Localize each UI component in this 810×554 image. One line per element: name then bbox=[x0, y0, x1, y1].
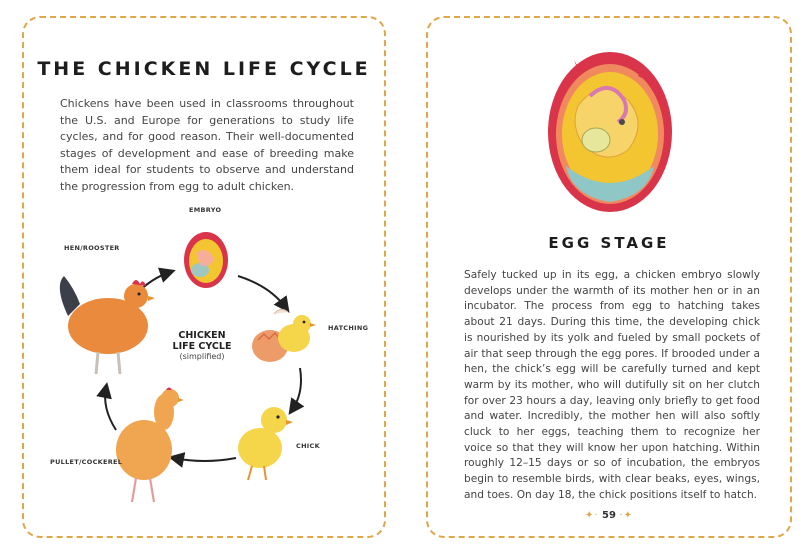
left-page bbox=[22, 16, 386, 538]
right-page bbox=[426, 16, 792, 538]
arrow-pullet-to-hen bbox=[105, 388, 116, 430]
arrow-chick-to-pullet bbox=[174, 458, 236, 461]
page-number bbox=[428, 510, 790, 521]
page-number-ornament-left: ✦· bbox=[584, 510, 599, 521]
label-pullet-cockerel: PULLET/COCKEREL bbox=[50, 458, 123, 466]
center-title-line2: LIFE CYCLE bbox=[172, 341, 232, 352]
label-chick: CHICK bbox=[296, 442, 320, 450]
page-number-ornament-right: ·✦ bbox=[619, 510, 633, 521]
egg-embryo-illustration bbox=[538, 36, 682, 222]
embryo-illustration bbox=[184, 232, 228, 288]
arrow-hatching-to-chick bbox=[292, 368, 301, 410]
hatching-illustration bbox=[252, 309, 316, 362]
label-hen-rooster: HEN/ROOSTER bbox=[64, 244, 120, 252]
body-paragraph: Safely tucked up in its egg, a chicken embryo slowly develops under the warmth of its mother hen or in an incubator. The process from egg to hatching takes about 21 days. During this time, the developing chick is nourished by its yolk and fueled by small pockets of air that seep through the egg pores. If brooded under a hen, the chick’s egg will be carefully turned and kept warm by its mother, who will dutifully sit on her clutch for over 23 hours a day, leaving only briefly to get food and water. Incredibly, the mother hen will also softly cluck to her eggs, teaching them to recognize her voice so that they will know her upon hatching. Within roughly 12–15 days or so of incubation, the embryos begin to resemble birds, with clear beaks, eyes, wings, and toes. On day 18, the chick positions itself to hatch. bbox=[464, 269, 760, 501]
arrow-embryo-to-hatching bbox=[238, 276, 286, 308]
cycle-center-title bbox=[160, 330, 244, 362]
chick-illustration bbox=[238, 407, 293, 480]
label-embryo: EMBRYO bbox=[189, 206, 222, 214]
page-title: THE CHICKEN LIFE CYCLE bbox=[37, 58, 371, 80]
label-hatching: HATCHING bbox=[328, 324, 369, 332]
section-title: EGG STAGE bbox=[548, 234, 670, 252]
center-subtitle: (simplified) bbox=[179, 352, 225, 361]
pullet-illustration bbox=[116, 388, 184, 503]
hen-illustration bbox=[60, 276, 155, 374]
intro-paragraph: Chickens have been used in classrooms throughout the U.S. and Europe for generations to study life cycles, and for good reason. Their well-documented stages of development and ease of breeding make them ideal for students to observe and understand the progression from egg to adult chicken. bbox=[60, 97, 354, 193]
page-number-value: 59 bbox=[602, 510, 616, 521]
center-title-line1: CHICKEN bbox=[178, 330, 226, 341]
